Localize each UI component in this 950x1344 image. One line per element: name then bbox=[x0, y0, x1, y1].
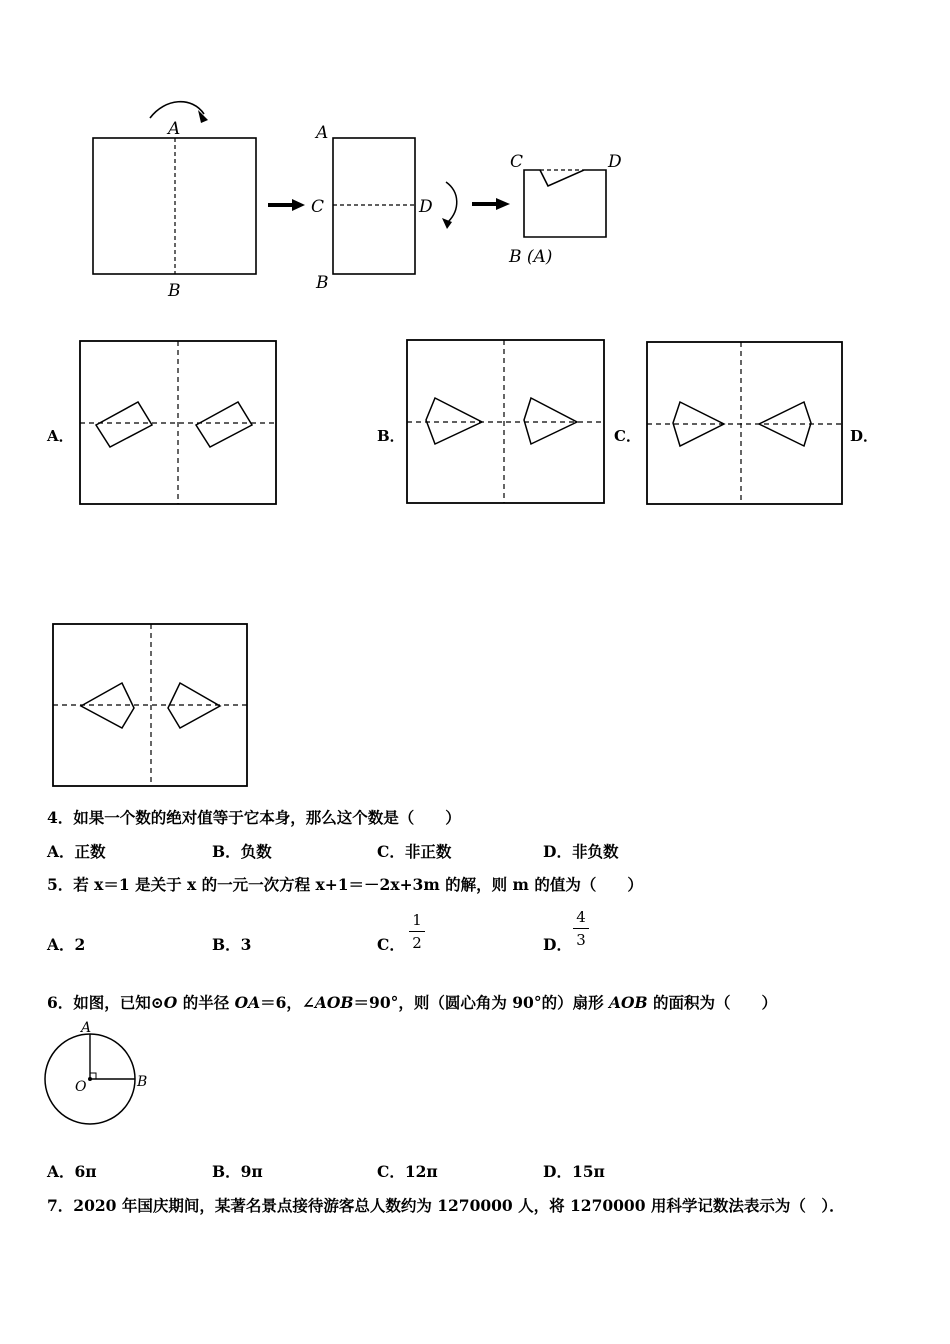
circle-label-b: B bbox=[137, 1074, 148, 1090]
q4-option-b: B．负数 bbox=[212, 842, 272, 861]
question-5-stem: 5．若 x＝1 是关于 x 的一元一次方程 x+1＝－2x+3m 的解，则 m 的值为（ ） bbox=[47, 875, 643, 894]
q6-option-d: D．15π bbox=[543, 1162, 605, 1181]
label-b1: B bbox=[168, 281, 181, 301]
circle-label-a: A bbox=[81, 1020, 92, 1036]
label-a2: A bbox=[316, 123, 329, 143]
fold-arrow-2 bbox=[446, 182, 457, 222]
q6-stem-o: O bbox=[163, 993, 178, 1012]
q6-stem-part: 的面积为（ ） bbox=[647, 993, 778, 1012]
question-4-stem: 4．如果一个数的绝对值等于它本身，那么这个数是（ ） bbox=[47, 808, 461, 827]
q6-stem-part: ＝6，∠ bbox=[260, 993, 315, 1012]
label-d3: D bbox=[608, 152, 622, 172]
q5-d-denominator: 3 bbox=[576, 931, 586, 949]
q6-stem-part: ＝90°，则（圆心角为 90°的）扇形 bbox=[353, 993, 609, 1012]
circle-figure bbox=[30, 1015, 170, 1135]
q6-option-c: C．12π bbox=[377, 1162, 438, 1181]
q6-stem-aob: AOB bbox=[314, 993, 354, 1012]
step-arrowhead-1 bbox=[292, 199, 305, 211]
q6-option-b: B．9π bbox=[212, 1162, 263, 1181]
q4-option-c: C．非正数 bbox=[377, 842, 452, 861]
label-c3: C bbox=[510, 152, 524, 172]
q6-option-a: A．6π bbox=[47, 1162, 97, 1181]
option-c-label: C． bbox=[614, 427, 641, 445]
question-6-stem bbox=[47, 991, 777, 1013]
option-a-label: A． bbox=[47, 427, 74, 445]
q5-option-c-label: C． bbox=[377, 935, 405, 954]
q6-stem-oa: OA bbox=[234, 993, 261, 1012]
q5-c-numerator: 1 bbox=[412, 911, 422, 929]
q6-stem-part: 6．如图，已知⊙ bbox=[47, 993, 164, 1012]
label-d2: D bbox=[419, 197, 433, 217]
q4-option-a: A．正数 bbox=[47, 842, 106, 861]
q5-d-numerator: 4 bbox=[576, 908, 586, 926]
step-arrowhead-2 bbox=[496, 198, 510, 210]
circle-label-o: O bbox=[75, 1079, 87, 1095]
q5-c-denominator: 2 bbox=[412, 934, 422, 952]
label-a1: A bbox=[168, 119, 181, 139]
label-b2: B bbox=[316, 273, 329, 293]
option-c-figure bbox=[647, 342, 842, 504]
label-ba3: B (A) bbox=[509, 247, 553, 267]
q6-stem-part: 的半径 bbox=[177, 993, 235, 1012]
fraction-bar bbox=[573, 928, 589, 929]
q4-option-d: D．非负数 bbox=[543, 842, 619, 861]
q5-option-b: B．3 bbox=[212, 935, 252, 954]
paper-rect-2 bbox=[333, 138, 415, 274]
option-b-figure bbox=[407, 340, 604, 503]
paper-folded bbox=[524, 170, 606, 237]
fold-arrow-1 bbox=[150, 102, 204, 118]
option-b-label: B． bbox=[377, 427, 405, 445]
label-c2: C bbox=[311, 197, 325, 217]
option-a-figure bbox=[80, 341, 276, 504]
q5-option-d-fraction bbox=[573, 907, 589, 950]
q6-stem-aob: AOB bbox=[608, 993, 648, 1012]
option-d-figure bbox=[53, 624, 247, 786]
q5-option-c-fraction bbox=[409, 910, 425, 953]
q5-option-d-label: D． bbox=[543, 935, 572, 954]
question-7-stem: 7．2020 年国庆期间，某著名景点接待游客总人数约为 1270000 人，将 1270000 用科学记数法表示为（ ）． bbox=[47, 1196, 845, 1215]
option-d-label: D． bbox=[850, 427, 879, 445]
q5-option-a: A．2 bbox=[47, 935, 86, 954]
fraction-bar bbox=[409, 931, 425, 932]
